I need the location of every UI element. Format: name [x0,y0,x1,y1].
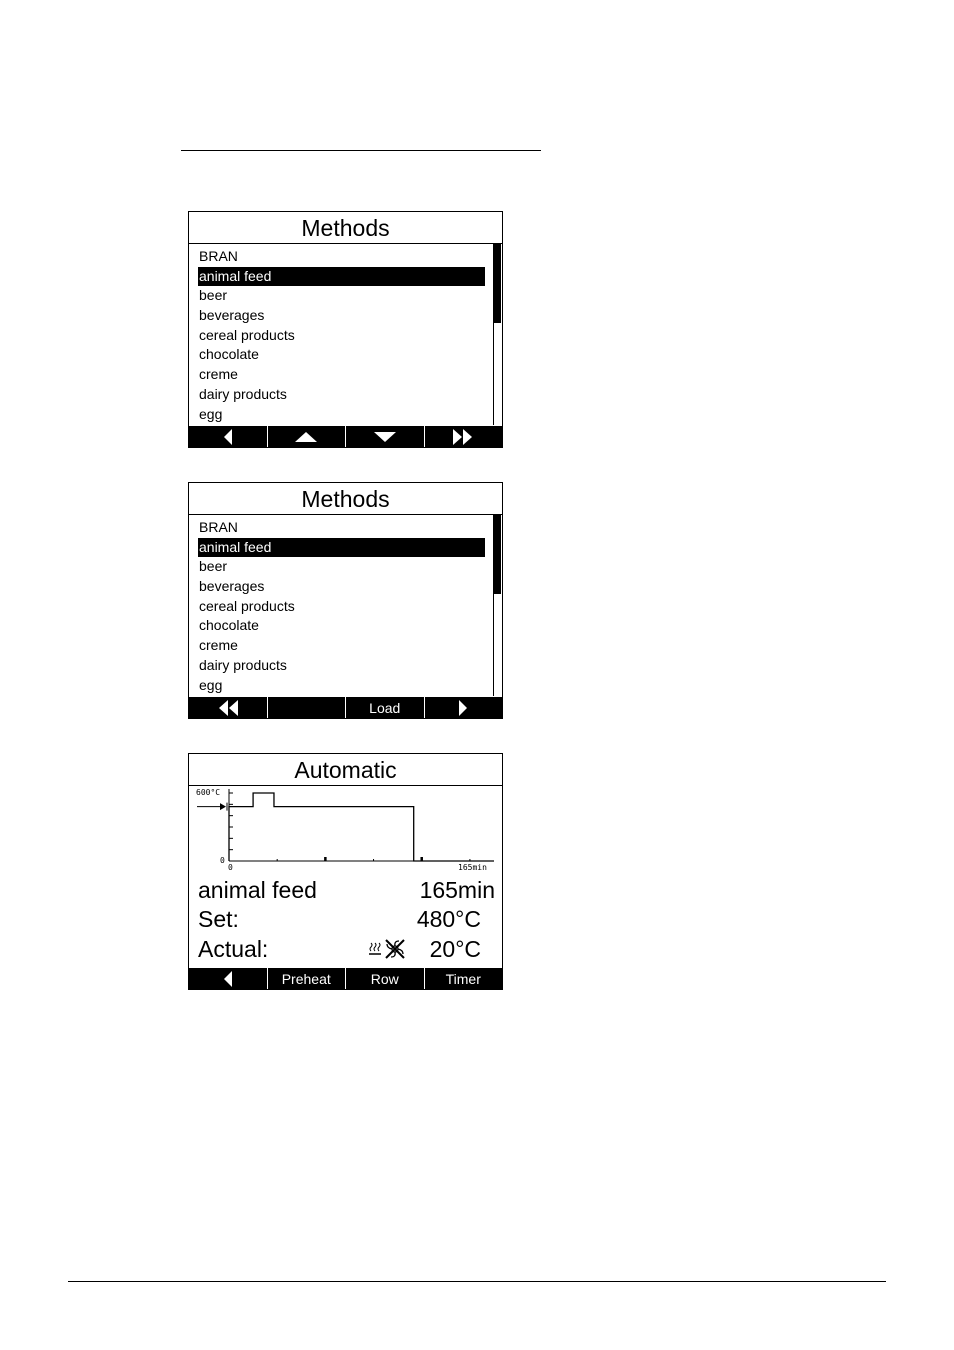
heating-icon [369,942,381,956]
list-item[interactable]: beverages [199,578,265,595]
list-item[interactable]: cereal products [199,326,295,343]
methods-nav-screen [188,211,503,448]
scroll-down-button[interactable] [345,426,424,447]
scroll-thumb[interactable] [494,515,501,594]
list-item[interactable]: beer [199,558,228,575]
x-end-label: 165min [458,863,487,872]
list-item[interactable]: dairy products [199,385,287,402]
crossed-fan-icon [384,939,406,959]
list-item[interactable]: beer [199,287,228,304]
automatic-screen [188,753,503,990]
method-name: animal feed [198,877,317,903]
list-item[interactable]: BRAN [199,248,238,264]
methods-list-area [189,515,502,696]
series-line [229,793,494,861]
prev-page-button[interactable] [189,697,267,718]
footer-rule [68,1281,886,1282]
softkey-bar [189,426,502,447]
back-button[interactable] [189,426,267,447]
scrollbar[interactable] [493,515,501,696]
list-item[interactable]: creme [199,637,238,654]
setpoint-marker [197,803,227,811]
softkey-bar [189,968,502,989]
list-item-selected[interactable]: animal feed [198,538,485,558]
list-item[interactable]: cereal products [199,597,295,614]
temperature-profile-chart [189,786,502,874]
actual-temperature: 20°C [429,936,481,962]
profile-chart-svg [189,786,502,874]
list-item[interactable]: BRAN [199,519,238,535]
y-bottom-label: 0 [220,856,225,865]
list-item[interactable]: chocolate [199,617,259,634]
triangle-right-icon [457,700,469,716]
list-item[interactable]: egg [199,405,223,422]
list-item[interactable]: dairy products [199,656,287,673]
y-top-label: 600°C [196,788,221,797]
forward-button[interactable] [424,697,503,718]
list-item[interactable]: egg [199,676,223,693]
methods-list [198,247,485,424]
triangle-left-icon [222,429,234,445]
timer-button[interactable]: Timer [424,968,503,989]
set-row [198,904,495,934]
method-row [198,875,495,905]
scroll-thumb[interactable] [494,244,501,323]
triangle-down-icon [374,431,396,443]
methods-list [198,518,485,695]
x-start-label: 0 [228,863,233,872]
next-page-button[interactable] [424,426,503,447]
axis-ticks [229,793,470,861]
blank-softkey[interactable] [267,697,346,718]
back-button[interactable] [189,968,267,989]
list-item[interactable]: creme [199,366,238,383]
setpoint-marker-arrow [220,803,226,810]
double-triangle-right-icon [452,429,474,445]
methods-load-screen [188,482,503,719]
scroll-up-button[interactable] [267,426,346,447]
row-button[interactable]: Row [345,968,424,989]
list-item[interactable]: beverages [199,307,265,324]
double-triangle-left-icon [217,700,239,716]
screen-title: Methods [189,483,502,515]
load-button[interactable]: Load [345,697,424,718]
scrollbar[interactable] [493,244,501,425]
softkey-bar [189,697,502,718]
header-rule [181,150,541,151]
screen-title: Automatic [189,754,502,786]
list-item-selected[interactable]: animal feed [198,267,485,287]
actual-label: Actual: [198,936,269,962]
preheat-button[interactable]: Preheat [267,968,346,989]
duration-value: 165min [419,877,495,903]
triangle-left-icon [222,971,234,987]
screen-title: Methods [189,212,502,244]
methods-list-area [189,244,502,425]
list-item[interactable]: chocolate [199,346,259,363]
set-label: Set: [198,906,239,932]
set-temperature: 480°C [416,906,481,932]
actual-row [198,934,495,964]
triangle-up-icon [295,431,317,443]
